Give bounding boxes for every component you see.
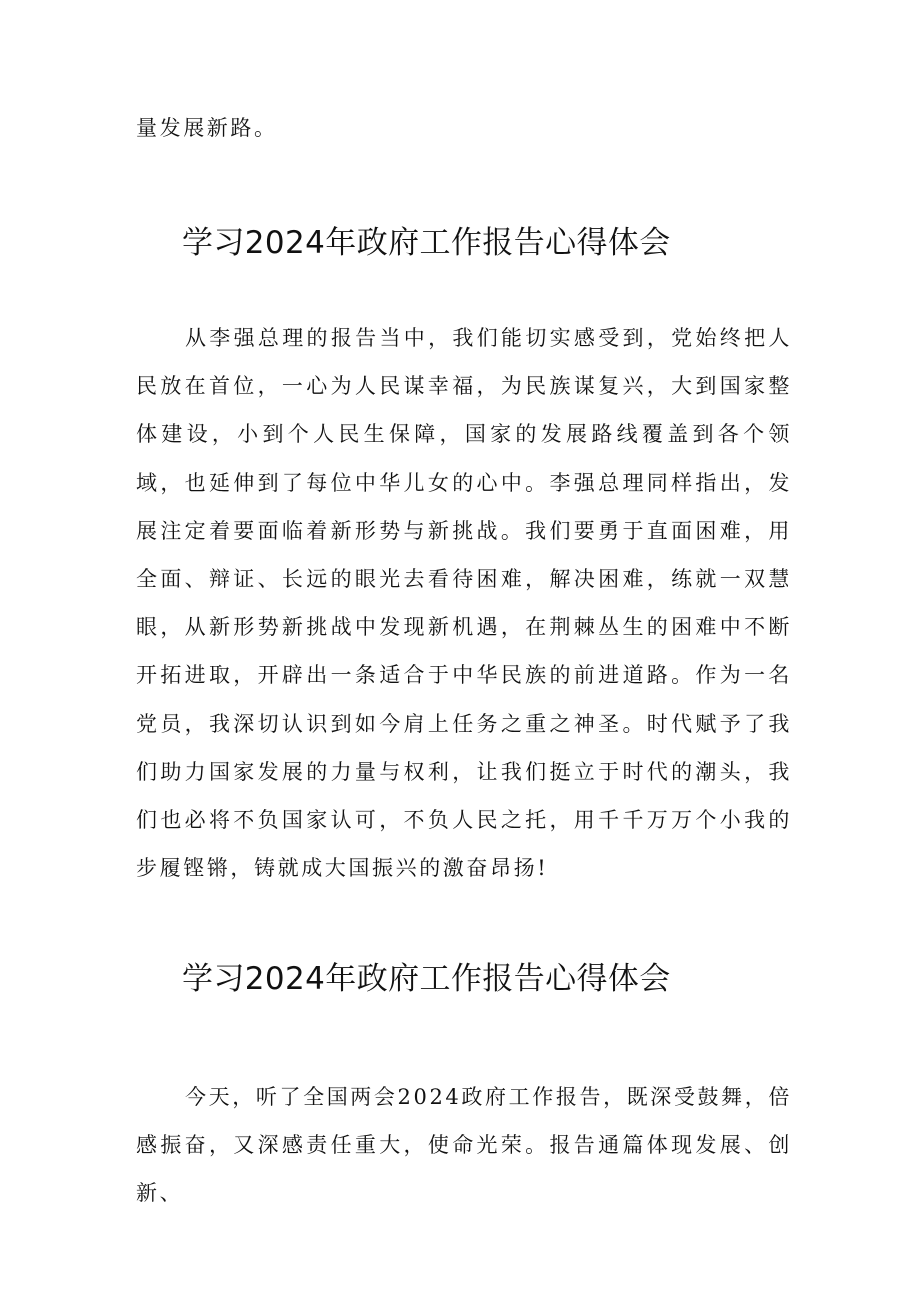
section-body-paragraph: 今天，听了全国两会2024政府工作报告，既深受鼓舞，倍感振奋，又深感责任重大，使命光荣。报告通篇体现发展、创新、 xyxy=(136,1085,792,1206)
previous-paragraph-ending: 量发展新路。 xyxy=(136,116,278,140)
section-body-paragraph: 从李强总理的报告当中，我们能切实感受到，党始终把人民放在首位，一心为人民谋幸福，为民族谋复兴，大到国家整体建设，小到个人民生保障，国家的发展路线覆盖到各个领域，也延伸到了每位中华儿女的心中。李强总理同样指出，发展注定着要面临着新形势与新挑战。我们要勇于直面困难，用全面、辩证、长远的眼光去看待困难，解决困难，练就一双慧眼，从新形势新挑战中发现新机遇，在荆棘丛生的困难中不断开拓进取，开辟出一条适合于中华民族的前进道路。作为一名党员，我深切认识到如今肩上任务之重之神圣。时代赋予了我们助力国家发展的力量与权利，让我们挺立于时代的潮头，我们也必将不负国家认可，不负人民之托，用千千万万个小我的步履铿锵，铸就成大国振兴的激奋昂扬! xyxy=(136,326,792,881)
section-title: 学习2024年政府工作报告心得体会 xyxy=(182,225,671,261)
section-title: 学习2024年政府工作报告心得体会 xyxy=(182,961,671,997)
